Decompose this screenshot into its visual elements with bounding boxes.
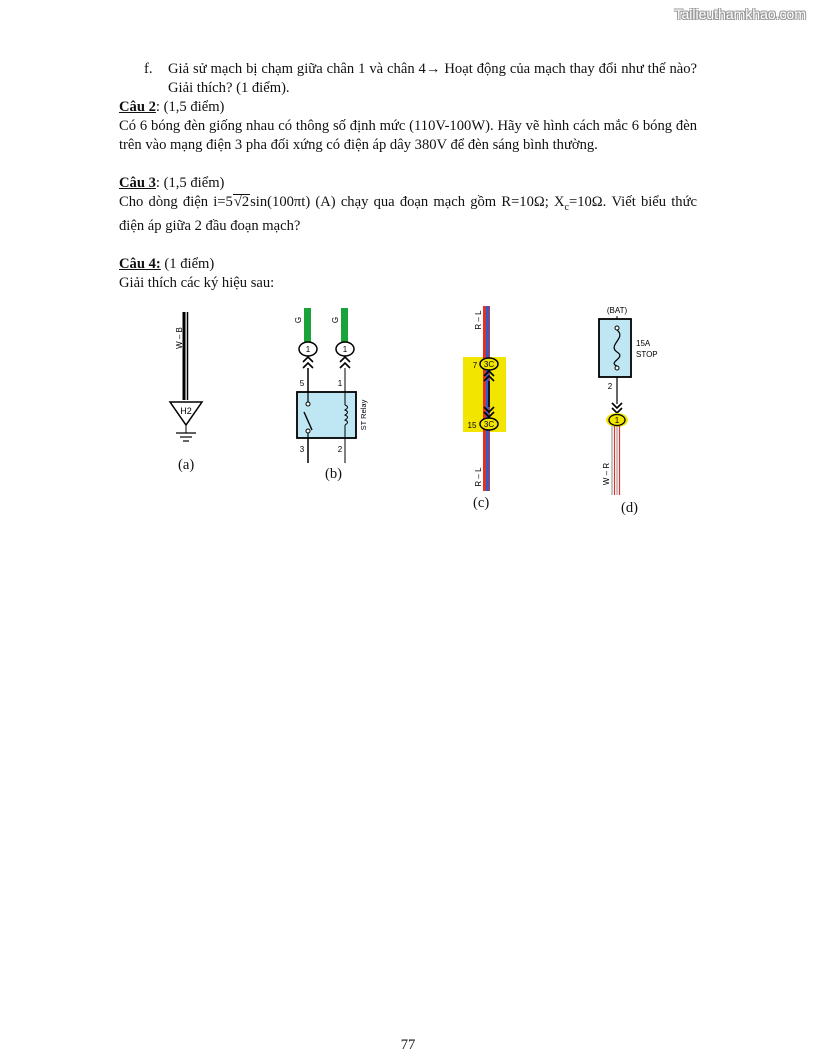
q3-body-c: =10Ω. Viết biểu thức điện áp giữa 2 đầu đoạn mạch?	[119, 194, 697, 234]
caption-a: (a)	[178, 457, 195, 473]
diagram-b-pin-bottom-right: 2	[337, 445, 343, 454]
diagram-d-name: STOP	[636, 350, 658, 359]
item-f-text-a: Giả sử mạch bị chạm giữa chân 1 và chân 4	[168, 61, 426, 77]
q2-body: Có 6 bóng đèn giống nhau có thông số định mức (110V-100W). Hãy vẽ hình cách mắc 6 bóng đèn trên vào mạng điện 3 pha đối xứng có điện áp dây 380V để đèn sáng bình thường.	[119, 118, 697, 153]
diagram-d	[599, 306, 658, 495]
diagram-c-connector-bottom: 3C	[483, 420, 495, 429]
caption-d: (d)	[621, 500, 639, 516]
diagram-d-rating: 15A	[636, 339, 651, 348]
diagram-b-pin-top-right: 1	[337, 379, 343, 388]
q2-points: : (1,5 điểm)	[155, 99, 225, 115]
diagram-b-connector-left: 1	[305, 345, 311, 354]
diagram-a	[170, 312, 202, 441]
diagram-c	[463, 306, 506, 491]
q2-label: Câu 2	[119, 99, 156, 115]
caption-b: (b)	[325, 466, 343, 482]
q3-body-a: Cho dòng điện i=5	[119, 194, 233, 210]
q4-points: (1 điểm)	[160, 255, 215, 272]
q4-label: Câu 4:	[119, 255, 161, 272]
diagram-c-pin-top: 7	[472, 361, 478, 370]
diagram-c-wire-bottom: R – L	[474, 467, 483, 487]
sqrt-arg: 2	[241, 194, 250, 210]
q3-points: : (1,5 điểm)	[155, 175, 225, 191]
q3-subscript: c	[564, 201, 569, 213]
diagram-d-source: (BAT)	[606, 306, 628, 315]
diagram-d-pin: 2	[607, 382, 613, 391]
diagram-d-wire: W – R	[602, 462, 611, 486]
diagram-c-connector-top: 3C	[483, 360, 495, 369]
diagram-b-pin-top-left: 5	[299, 379, 305, 388]
diagram-c-wire-top: R – L	[474, 310, 483, 330]
q3-label: Câu 3	[119, 175, 156, 191]
diagram-d-connector: 1	[614, 416, 620, 425]
diagram-b-wire-right: G	[331, 316, 340, 324]
sqrt-symbol: √2	[233, 194, 250, 210]
diagram-b	[294, 308, 368, 463]
page-number: 77	[400, 1037, 416, 1053]
diagram-b-connector-right: 1	[342, 345, 348, 354]
diagram-c-pin-bottom: 15	[467, 421, 477, 430]
diagram-b-pin-bottom-left: 3	[299, 445, 305, 454]
item-marker: f.	[144, 61, 153, 77]
arrow-icon: →	[425, 61, 441, 77]
caption-c: (c)	[473, 495, 490, 511]
ground-point-code: H2	[180, 406, 192, 416]
diagram-b-wire-left: G	[294, 316, 303, 324]
q4-intro: Giải thích các ký hiệu sau:	[119, 274, 275, 291]
diagram-b-relay-label: ST Relay	[359, 399, 368, 431]
q3-body-b: sin(100πt) (A) chạy qua đoạn mạch gồm R=10Ω; X	[250, 194, 565, 210]
item-f-text-b: Hoạt động của mạch thay đổi như thế nào? Giải thích? (1 điểm).	[168, 61, 698, 96]
watermark: Tailieuthamkhao.com	[674, 6, 806, 22]
diagram-a-wire-label: W – B	[175, 327, 184, 349]
